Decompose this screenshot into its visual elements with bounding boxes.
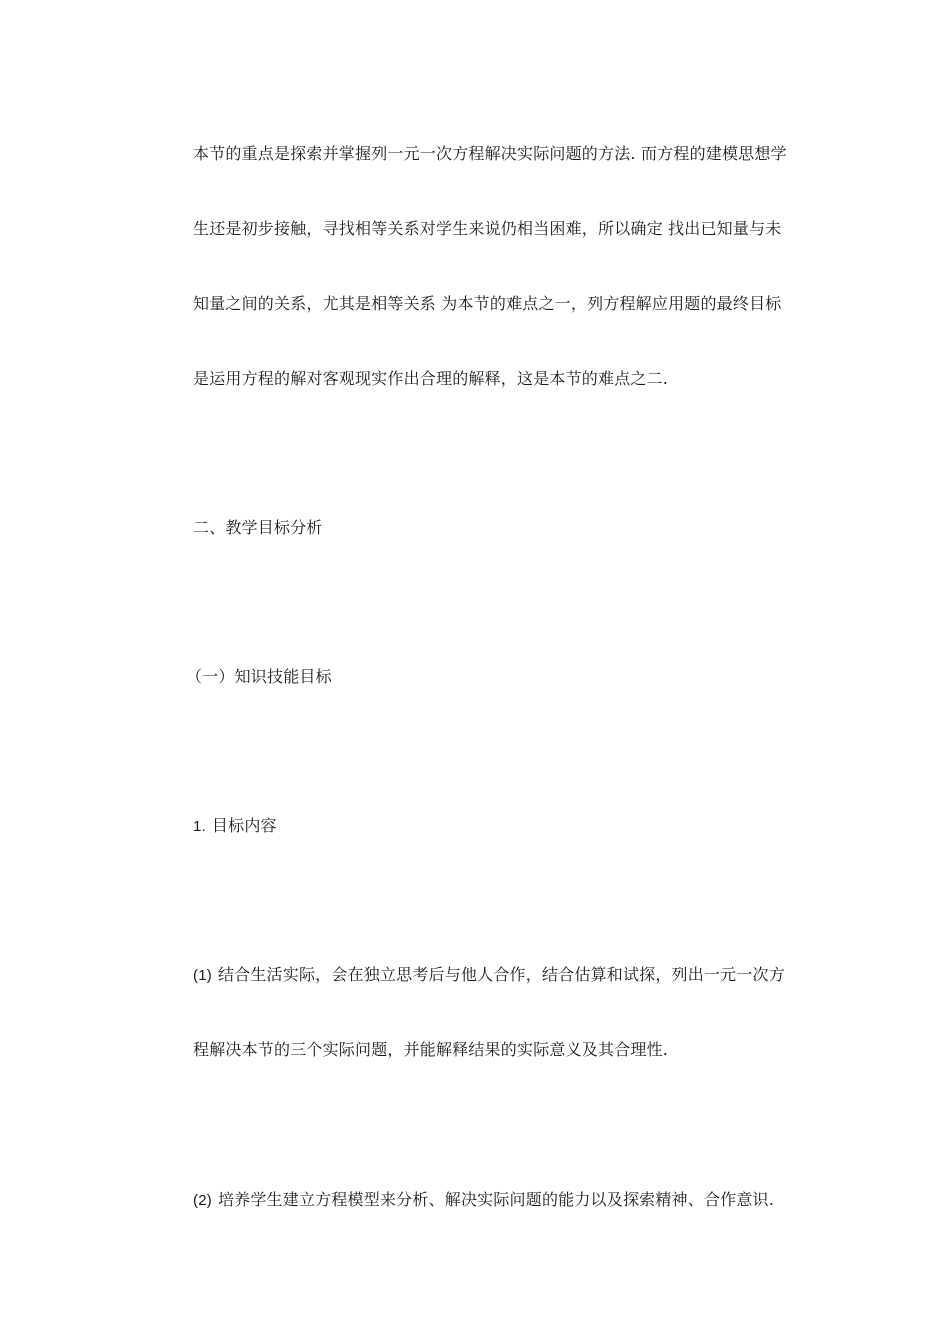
goal-2-line [193, 1190, 774, 1211]
goal-2-text: 培养学生建立方程模型来分析、解决实际问题的能力以及探索精神、合作意识. [217, 1190, 775, 1209]
paragraph-line-1: 本节的重点是探索并掌握列一元一次方程解决实际问题的方法. 而方程的建模思想学 [193, 144, 787, 163]
goal-1-line-2: 程解决本节的三个实际问题，并能解释结果的实际意义及其合理性. [193, 1040, 669, 1059]
goal-2-number: (2) [193, 1192, 212, 1209]
goal-1-line-1 [193, 965, 785, 986]
item-heading [193, 816, 277, 837]
paragraph-line-2: 生还是初步接触，寻找相等关系对学生来说仍相当困难，所以确定 找出已知量与未 [193, 219, 782, 238]
goal-1-number: (1) [193, 967, 212, 984]
item-heading-text: 目标内容 [211, 816, 277, 835]
paragraph-line-4: 是运用方程的解对客观现实作出合理的解释，这是本节的难点之二. [193, 369, 669, 388]
paragraph-line-3: 知量之间的关系，尤其是相等关系 为本节的难点之一，列方程解应用题的最终目标 [193, 294, 782, 313]
subsection-heading: （一）知识技能目标 [186, 667, 332, 686]
goal-1-text-1: 结合生活实际，会在独立思考后与他人合作，结合估算和试探，列出一元一次方 [217, 965, 785, 984]
item-number: 1. [193, 818, 206, 835]
section-heading: 二、教学目标分析 [193, 518, 323, 537]
